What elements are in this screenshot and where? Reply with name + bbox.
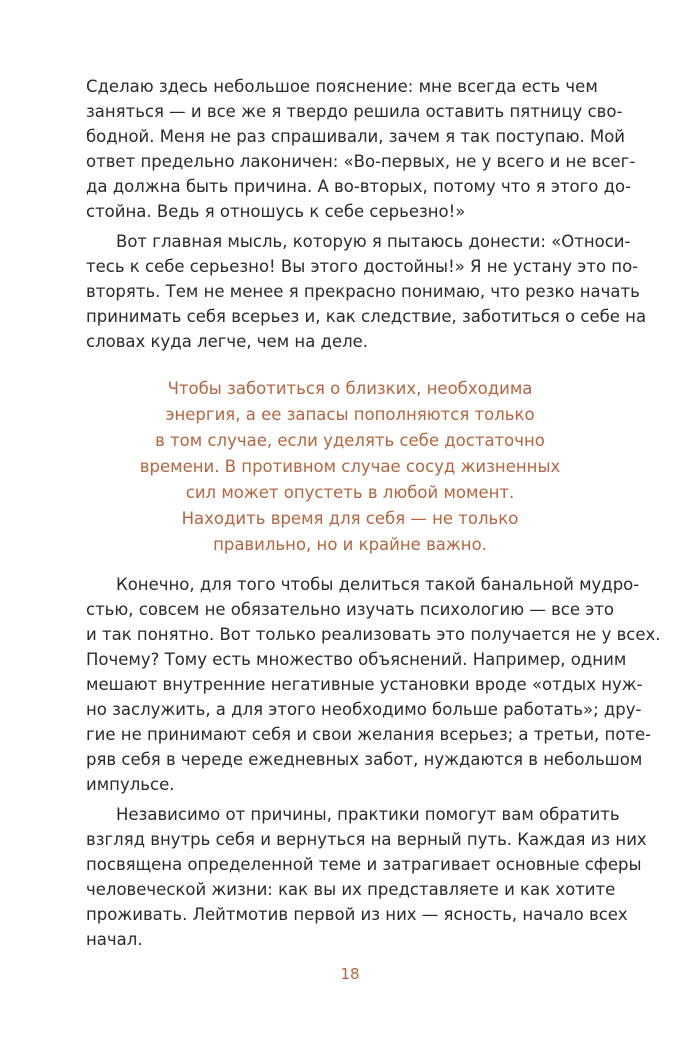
pull-quote-line-6: Находить время для себя — не только [181, 509, 519, 528]
pull-quote-line-1: Чтобы заботиться о близких, необходима [167, 379, 533, 398]
pull-quote-line-4: времени. В противном случае сосуд жизненных [139, 457, 561, 476]
paragraph-3-line-8: ряв себя в череде ежедневных забот, нуждаются в небольшом [86, 750, 643, 769]
pull-quote-line-3: в том случае, если уделять себе достаточно [155, 431, 545, 450]
paragraph-4-line-5: проживать. Лейтмотив первой из них — ясность, начало всех [86, 905, 628, 924]
paragraph-2-line-2: тесь к себе серьезно! Вы этого достойны!» Я не устану это по- [86, 257, 639, 276]
pull-quote-line-7: правильно, но и крайне важно. [213, 535, 487, 554]
paragraph-4-line-6: начал. [86, 930, 143, 949]
paragraph-1-line-6: стойна. Ведь я отношусь к себе серьезно!» [86, 202, 466, 221]
paragraph-3-line-7: гие не принимают себя и свои желания всерьез; а третьи, поте- [86, 725, 652, 744]
paragraph-4-line-4: человеческой жизни: как вы их представляете и как хотите [86, 880, 616, 899]
paragraph-4-line-1: Независимо от причины, практики помогут вам обратить [116, 805, 620, 824]
paragraph-3-line-3: и так понятно. Вот только реализовать это получается не у всех. [86, 625, 661, 644]
paragraph-3-line-1: Конечно, для того чтобы делиться такой банальной мудро- [116, 575, 640, 594]
paragraph-4-line-2: взгляд внутрь себя и вернуться на верный путь. Каждая из них [86, 830, 647, 849]
paragraph-3-line-5: мешают внутренние негативные установки вроде «отдых нуж- [86, 675, 643, 694]
page-number: 18 [340, 965, 360, 983]
pull-quote-line-2: энергия, а ее запасы пополняются только [165, 405, 535, 424]
pull-quote-line-5: сил может опустеть в любой момент. [185, 483, 515, 502]
paragraph-3-line-9: импульсе. [86, 775, 175, 794]
paragraph-1-line-1: Сделаю здесь небольшое пояснение: мне всегда есть чем [86, 77, 598, 96]
paragraph-1-line-3: бодной. Меня не раз спрашивали, зачем я так поступаю. Мой [86, 127, 626, 146]
paragraph-2-line-5: словах куда легче, чем на деле. [86, 332, 369, 351]
paragraph-3-line-4: Почему? Тому есть множество объяснений. Например, одним [86, 650, 627, 669]
paragraph-4-line-3: посвящена определенной теме и затрагивает основные сферы [86, 855, 642, 874]
paragraph-1-line-4: ответ предельно лаконичен: «Во-первых, не у всего и не всег- [86, 152, 636, 171]
paragraph-3-line-6: но заслужить, а для этого необходимо больше работать»; дру- [86, 700, 642, 719]
paragraph-3-line-2: стью, совсем не обязательно изучать психологию — все это [86, 600, 615, 619]
paragraph-1-line-5: да должна быть причина. А во-вторых, потому что я этого до- [86, 177, 632, 196]
paragraph-2-line-4: принимать себя всерьез и, как следствие, заботиться о себе на [86, 307, 647, 326]
paragraph-1-line-2: заняться — и все же я твердо решила оставить пятницу сво- [86, 102, 623, 121]
paragraph-2-line-1: Вот главная мысль, которую я пытаюсь донести: «Относи- [116, 232, 631, 251]
paragraph-2-line-3: вторять. Тем не менее я прекрасно понимаю, что резко начать [86, 282, 640, 301]
